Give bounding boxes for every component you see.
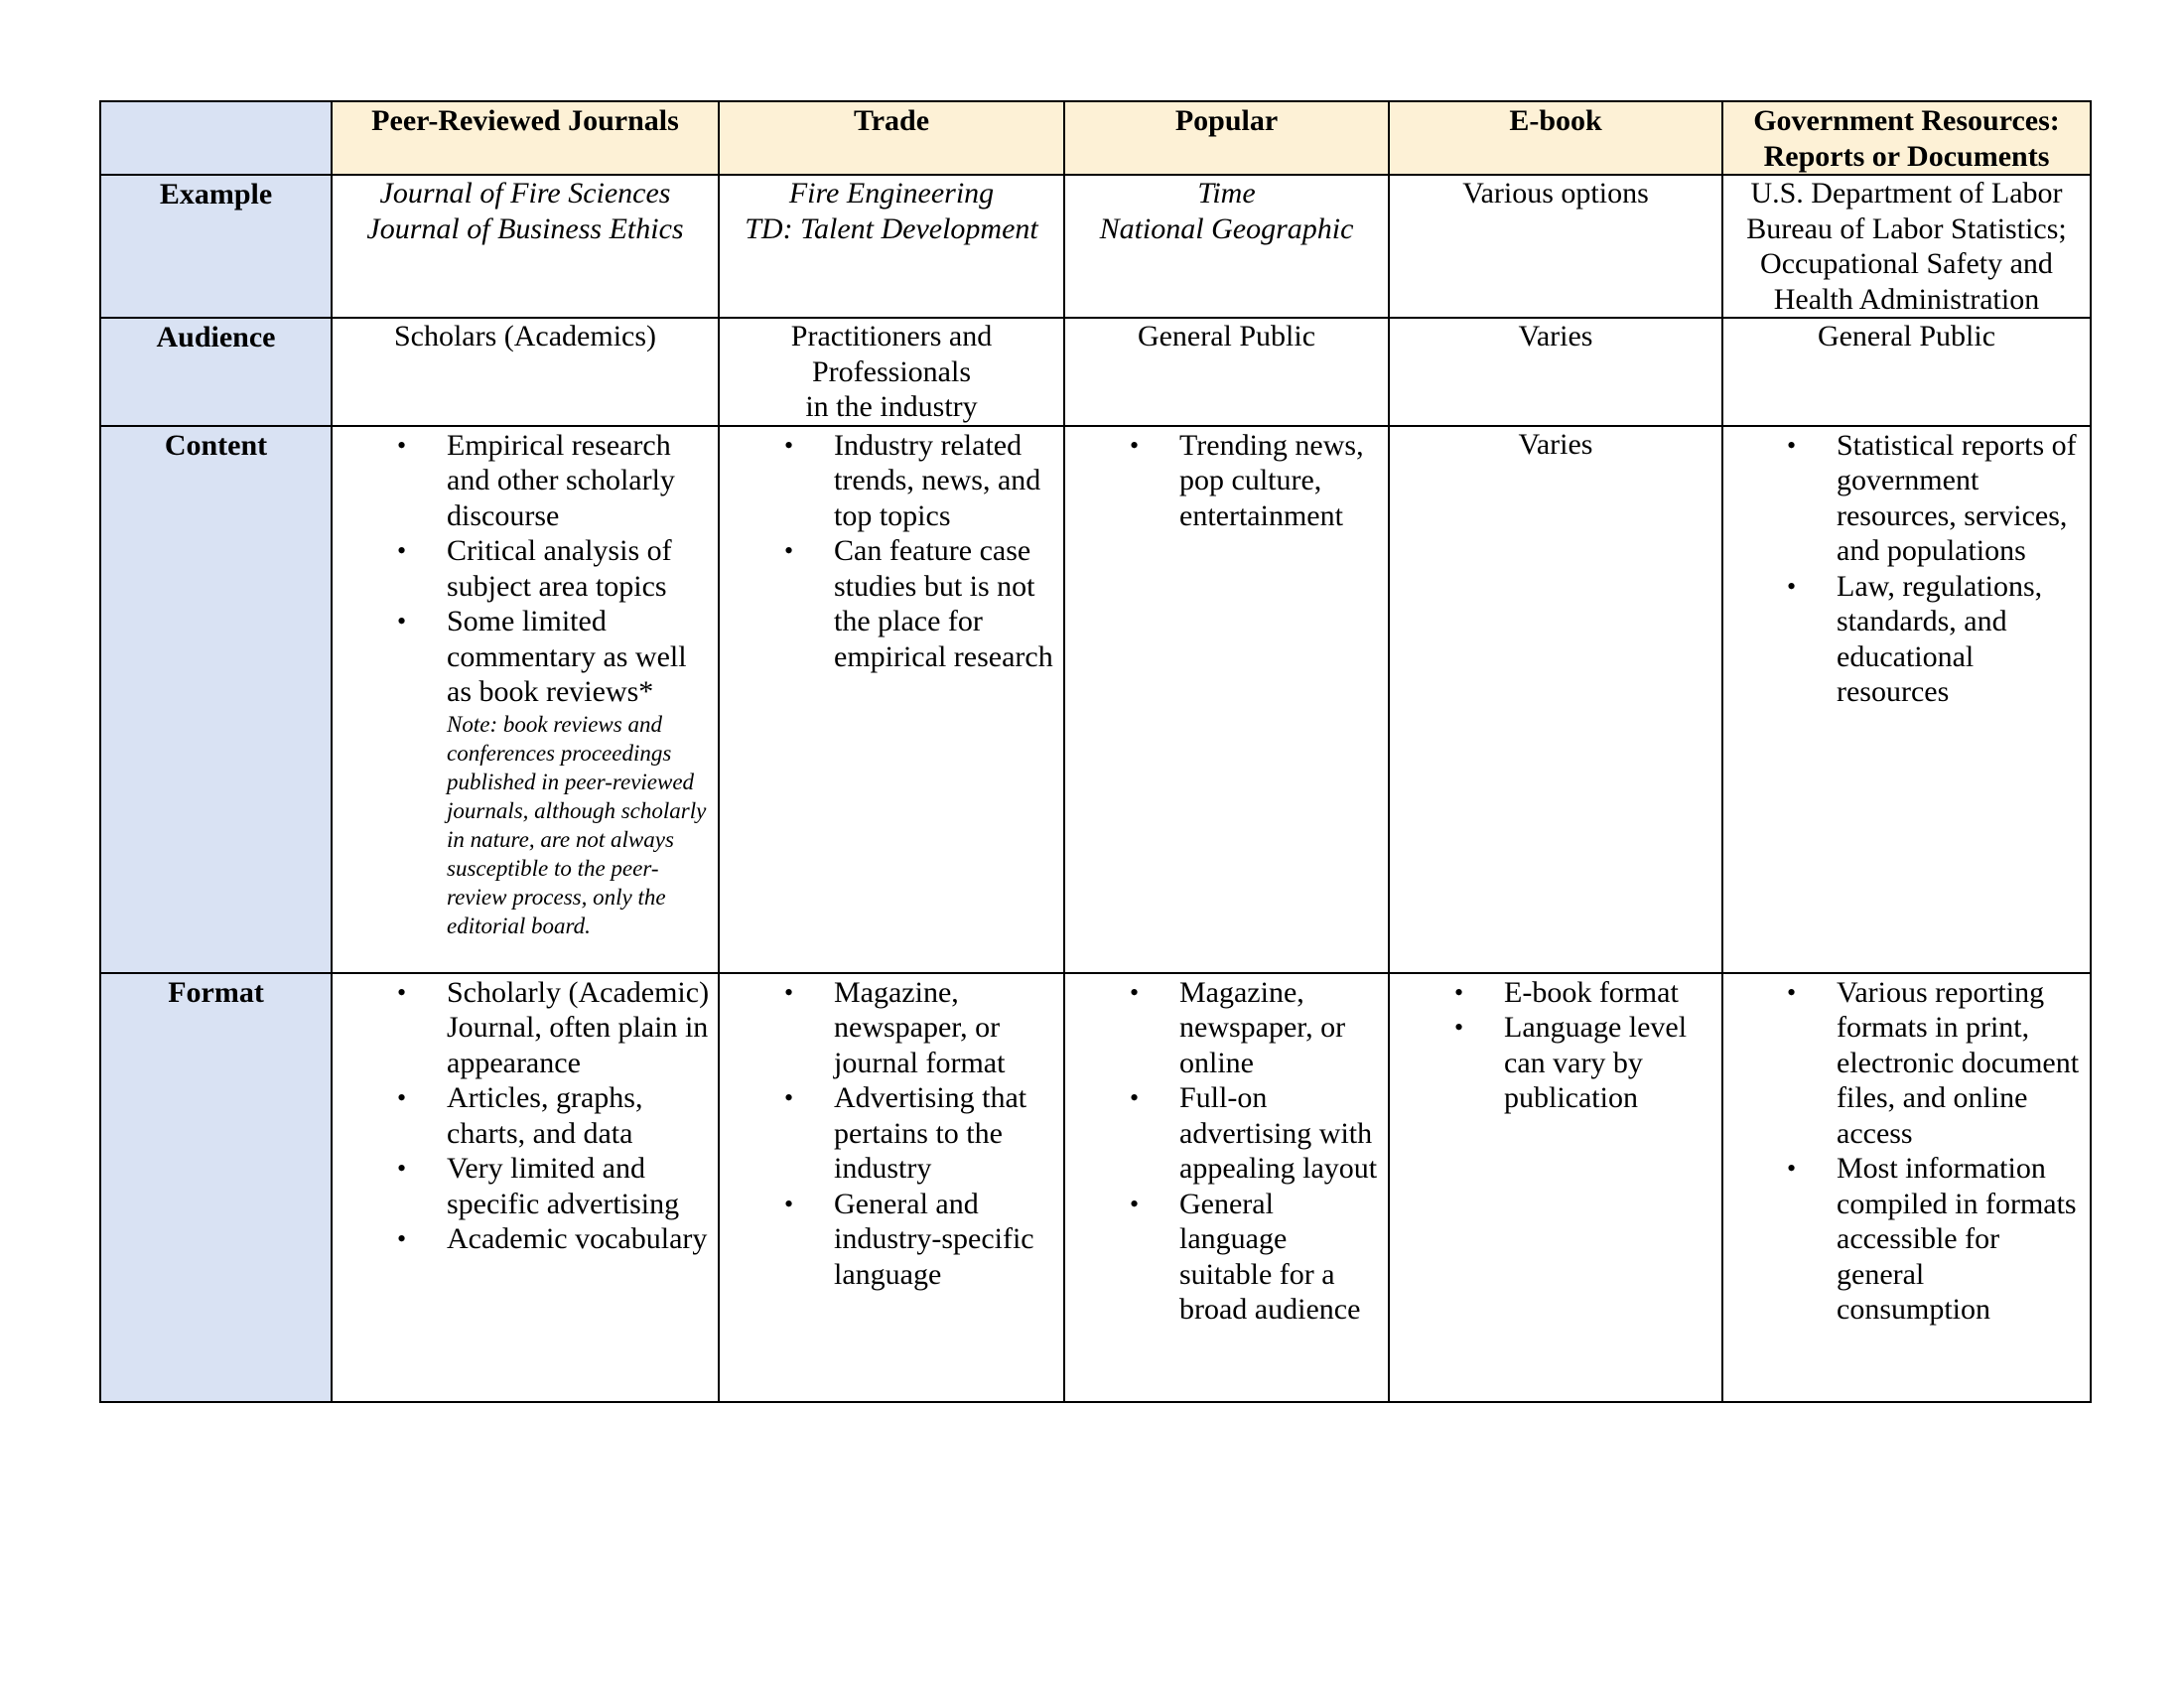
- bullet-icon: •: [1130, 1083, 1140, 1112]
- format-row: [100, 973, 2091, 1402]
- bullet-text: Magazine, newspaper, or online: [1179, 975, 1346, 1079]
- content-popular: [1064, 426, 1389, 973]
- bullet-item: [784, 1080, 1055, 1187]
- column-header-government-line2: Reports or Documents: [1763, 139, 2050, 173]
- bullet-text: E-book format: [1504, 975, 1679, 1009]
- bullet-icon: •: [1787, 1154, 1797, 1183]
- bullet-icon: •: [397, 1083, 407, 1112]
- column-header-trade: Trade: [719, 101, 1064, 175]
- format-popular: [1064, 973, 1389, 1402]
- bullet-item: [1130, 975, 1380, 1081]
- bullet-icon: •: [784, 1083, 794, 1112]
- comparison-table: [99, 100, 2092, 1403]
- audience-popular: General Public: [1064, 318, 1389, 426]
- content-peer-reviewed-list: [397, 428, 710, 710]
- column-header-peer-reviewed: Peer-Reviewed Journals: [332, 101, 719, 175]
- content-row: [100, 426, 2091, 973]
- bullet-icon: •: [784, 1189, 794, 1218]
- bullet-text: Some limited commentary as well as book reviews*: [447, 605, 687, 708]
- bullet-item: [397, 428, 710, 534]
- bullet-icon: •: [397, 607, 407, 635]
- format-popular-list: [1130, 975, 1380, 1328]
- bullet-item: [397, 1221, 710, 1257]
- bullet-icon: •: [1454, 977, 1464, 1007]
- bullet-text: Industry related trends, news, and top topics: [834, 428, 1041, 532]
- bullet-item: [397, 1080, 710, 1151]
- bullet-icon: •: [1130, 1189, 1140, 1218]
- example-popular-line2: National Geographic: [1099, 211, 1354, 245]
- bullet-icon: •: [1787, 571, 1797, 601]
- bullet-item: [1454, 975, 1713, 1011]
- bullet-item: [397, 1151, 710, 1221]
- content-ebook: Varies: [1389, 426, 1722, 973]
- bullet-item: [784, 428, 1055, 534]
- bullet-text: Various reporting formats in print, electronic document files, and online access: [1837, 975, 2080, 1150]
- format-trade: [719, 973, 1064, 1402]
- bullet-item: [784, 533, 1055, 674]
- bullet-text: Academic vocabulary: [447, 1222, 708, 1255]
- bullet-icon: •: [1130, 430, 1140, 460]
- example-trade: [719, 175, 1064, 318]
- bullet-icon: •: [397, 536, 407, 565]
- bullet-text: Trending news, pop culture, entertainment: [1179, 428, 1364, 532]
- example-popular-line1: Time: [1197, 177, 1256, 210]
- format-ebook: [1389, 973, 1722, 1402]
- bullet-text: General language suitable for a broad audience: [1179, 1187, 1361, 1326]
- column-header-government: [1722, 101, 2091, 175]
- bullet-text: Empirical research and other scholarly discourse: [447, 428, 675, 532]
- audience-trade-line1: Practitioners and Professionals: [790, 320, 993, 388]
- example-trade-line2: TD: Talent Development: [745, 211, 1038, 245]
- bullet-text: Magazine, newspaper, or journal format: [834, 975, 1006, 1079]
- audience-trade-line2: in the industry: [805, 390, 978, 423]
- row-header-example: Example: [100, 175, 332, 318]
- bullet-item: [1130, 428, 1380, 534]
- format-peer-reviewed: [332, 973, 719, 1402]
- bullet-item: [1454, 1010, 1713, 1116]
- bullet-icon: •: [397, 430, 407, 460]
- bullet-text: Scholarly (Academic) Journal, often plain in appearance: [447, 975, 710, 1079]
- format-peer-reviewed-list: [397, 975, 710, 1257]
- bullet-icon: •: [784, 536, 794, 565]
- corner-cell: [100, 101, 332, 175]
- bullet-item: [397, 533, 710, 604]
- bullet-icon: •: [397, 1224, 407, 1253]
- row-header-format: Format: [100, 973, 332, 1402]
- example-trade-line1: Fire Engineering: [788, 177, 995, 210]
- bullet-item: [1787, 428, 2082, 569]
- row-header-audience: Audience: [100, 318, 332, 426]
- format-government: [1722, 973, 2091, 1402]
- example-government: U.S. Department of Labor Bureau of Labor Statistics; Occupational Safety and Health Administration: [1722, 175, 2091, 318]
- example-popular: [1064, 175, 1389, 318]
- bullet-icon: •: [1787, 977, 1797, 1007]
- audience-peer-reviewed: Scholars (Academics): [332, 318, 719, 426]
- header-row: [100, 101, 2091, 175]
- bullet-icon: •: [1454, 1013, 1464, 1042]
- bullet-icon: •: [1130, 977, 1140, 1007]
- example-peer-reviewed-line1: Journal of Fire Sciences: [379, 177, 671, 210]
- bullet-icon: •: [397, 1154, 407, 1183]
- content-trade: [719, 426, 1064, 973]
- bullet-item: [1787, 569, 2082, 710]
- column-header-ebook: E-book: [1389, 101, 1722, 175]
- example-peer-reviewed: [332, 175, 719, 318]
- row-header-content: Content: [100, 426, 332, 973]
- column-header-popular: Popular: [1064, 101, 1389, 175]
- example-row: [100, 175, 2091, 318]
- bullet-text: Advertising that pertains to the industry: [834, 1081, 1027, 1185]
- content-popular-list: [1130, 428, 1380, 534]
- audience-government: General Public: [1722, 318, 2091, 426]
- bullet-item: [1130, 1187, 1380, 1328]
- bullet-text: Language level can vary by publication: [1504, 1011, 1688, 1114]
- bullet-item: [397, 604, 710, 710]
- bullet-item: [784, 975, 1055, 1081]
- content-trade-list: [784, 428, 1055, 675]
- bullet-item: [784, 1187, 1055, 1293]
- bullet-text: Law, regulations, standards, and educational resources: [1837, 569, 2043, 708]
- bullet-item: [1787, 975, 2082, 1152]
- bullet-text: General and industry-specific language: [834, 1187, 1034, 1291]
- bullet-text: Most information compiled in formats accessible for general consumption: [1837, 1152, 2077, 1326]
- example-peer-reviewed-line2: Journal of Business Ethics: [366, 211, 684, 245]
- bullet-icon: •: [397, 977, 407, 1007]
- content-government: [1722, 426, 2091, 973]
- content-peer-reviewed: [332, 426, 719, 973]
- bullet-item: [1787, 1151, 2082, 1328]
- bullet-item: [1130, 1080, 1380, 1187]
- audience-trade: [719, 318, 1064, 426]
- format-government-list: [1787, 975, 2082, 1328]
- content-peer-reviewed-note: Note: book reviews and conferences proceedings published in peer-reviewed journals, although scholarly in nature, are not always susceptible to the peer-review process, only the editorial board.: [447, 711, 707, 938]
- format-trade-list: [784, 975, 1055, 1293]
- bullet-text: Critical analysis of subject area topics: [447, 534, 672, 603]
- bullet-text: Full-on advertising with appealing layout: [1179, 1081, 1378, 1185]
- bullet-icon: •: [784, 977, 794, 1007]
- example-ebook: Various options: [1389, 175, 1722, 318]
- column-header-government-line1: Government Resources:: [1753, 104, 2060, 137]
- audience-row: [100, 318, 2091, 426]
- bullet-text: Can feature case studies but is not the place for empirical research: [834, 534, 1053, 673]
- content-government-list: [1787, 428, 2082, 710]
- audience-ebook: Varies: [1389, 318, 1722, 426]
- bullet-icon: •: [1787, 430, 1797, 460]
- bullet-text: Articles, graphs, charts, and data: [447, 1081, 643, 1150]
- bullet-text: Statistical reports of government resources, services, and populations: [1837, 428, 2077, 567]
- format-ebook-list: [1454, 975, 1713, 1116]
- bullet-item: [397, 975, 710, 1081]
- bullet-icon: •: [784, 430, 794, 460]
- bullet-text: Very limited and specific advertising: [447, 1152, 680, 1220]
